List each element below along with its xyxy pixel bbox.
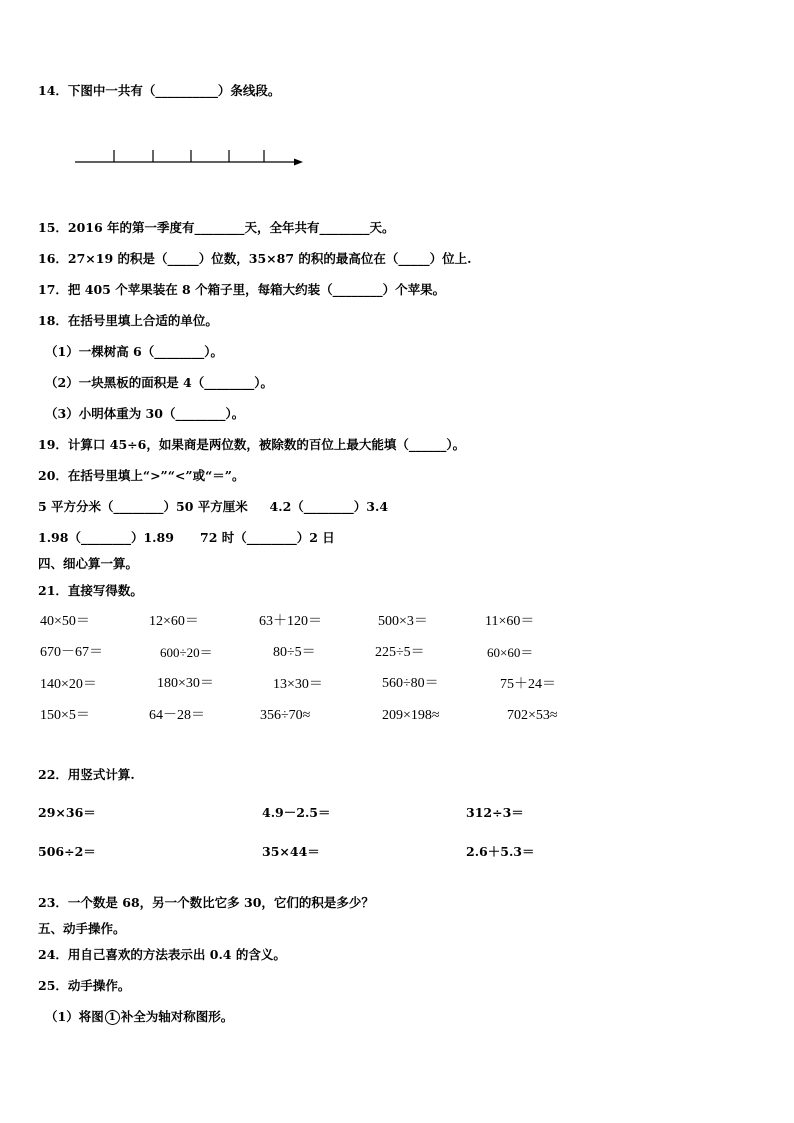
q21-cell: 40×50＝ — [40, 614, 90, 629]
q18-item-1: （1）一棵树高 6（________）。 — [45, 344, 223, 359]
section-4-heading: 四、细心算一算。 — [38, 556, 139, 571]
q22-cell: 506÷2＝ — [38, 844, 96, 859]
q22-cell: 29×36＝ — [38, 805, 96, 820]
q22-cell: 2.6＋5.3＝ — [466, 844, 535, 859]
q21-cell: 209×198≈ — [382, 708, 440, 723]
arrow-head — [294, 159, 303, 166]
q17-text: 17．把 405 个苹果装在 8 个箱子里，每箱大约装（________）个苹果。 — [38, 282, 446, 297]
q21-cell: 63＋120＝ — [259, 614, 322, 629]
q22-text: 22．用竖式计算. — [38, 767, 135, 782]
q21-cell: 180×30＝ — [157, 676, 214, 691]
q21-cell: 150×5＝ — [40, 708, 90, 723]
q18-text: 18．在括号里填上合适的单位。 — [38, 313, 218, 328]
q25-sub-1-pre: （1）将图 — [45, 1009, 104, 1024]
q21-cell: 60×60＝ — [487, 645, 534, 660]
q18-item-2: （2）一块黑板的面积是 4（________）。 — [45, 375, 273, 390]
q21-cell: 560÷80＝ — [382, 676, 439, 691]
q21-cell: 80÷5＝ — [273, 645, 316, 660]
q21-cell: 13×30＝ — [273, 677, 323, 692]
ray-line — [75, 150, 296, 162]
q21-text: 21．直接写得数。 — [38, 583, 143, 598]
q25-sub-1 — [45, 1009, 233, 1025]
q21-cell: 12×60＝ — [149, 614, 199, 629]
q14-text: 14．下图中一共有（__________）条线段。 — [38, 83, 281, 98]
q21-cell: 75＋24＝ — [500, 677, 556, 692]
q20-text: 20．在括号里填上“>”“<”或“＝”。 — [38, 468, 245, 483]
q22-cell: 312÷3＝ — [466, 805, 524, 820]
q23-text: 23．一个数是 68，另一个数比它多 30，它们的积是多少？ — [38, 895, 374, 910]
q16-text: 16．27×19 的积是（_____）位数，35×87 的积的最高位在（_____）位上. — [38, 251, 472, 266]
q20-row-1: 5 平方分米（________）50 平方厘米 4.2（________）3.4 — [38, 499, 389, 514]
q21-cell: 702×53≈ — [507, 708, 558, 723]
q21-cell: 500×3＝ — [378, 614, 428, 629]
q21-cell: 600÷20＝ — [160, 645, 213, 660]
q21-cell: 225÷5＝ — [375, 645, 425, 660]
q21-cell: 64－28＝ — [149, 708, 205, 723]
q24-text: 24．用自己喜欢的方法表示出 0.4 的含义。 — [38, 947, 286, 962]
q21-cell: 140×20＝ — [40, 677, 97, 692]
q20-row-2: 1.98（________）1.89 72 时（________）2 日 — [38, 530, 335, 545]
q18-item-3: （3）小明体重为 30（________）。 — [45, 406, 245, 421]
q25-sub-1-post: 补全为轴对称图形。 — [120, 1009, 234, 1024]
q22-cell: 35×44＝ — [262, 844, 320, 859]
q21-cell: 11×60＝ — [485, 614, 535, 629]
circled-number-icon: 1 — [105, 1010, 120, 1025]
q25-text: 25．动手操作。 — [38, 978, 131, 993]
q21-cell: 356÷70≈ — [260, 708, 311, 723]
q15-text: 15．2016 年的第一季度有________天，全年共有________天。 — [38, 220, 395, 235]
section-5-heading: 五、动手操作。 — [38, 921, 126, 936]
q21-cell: 670－67＝ — [40, 645, 103, 660]
q22-cell: 4.9－2.5＝ — [262, 805, 331, 820]
q19-text: 19．计算口 45÷6，如果商是两位数，被除数的百位上最大能填（______）。 — [38, 437, 466, 452]
